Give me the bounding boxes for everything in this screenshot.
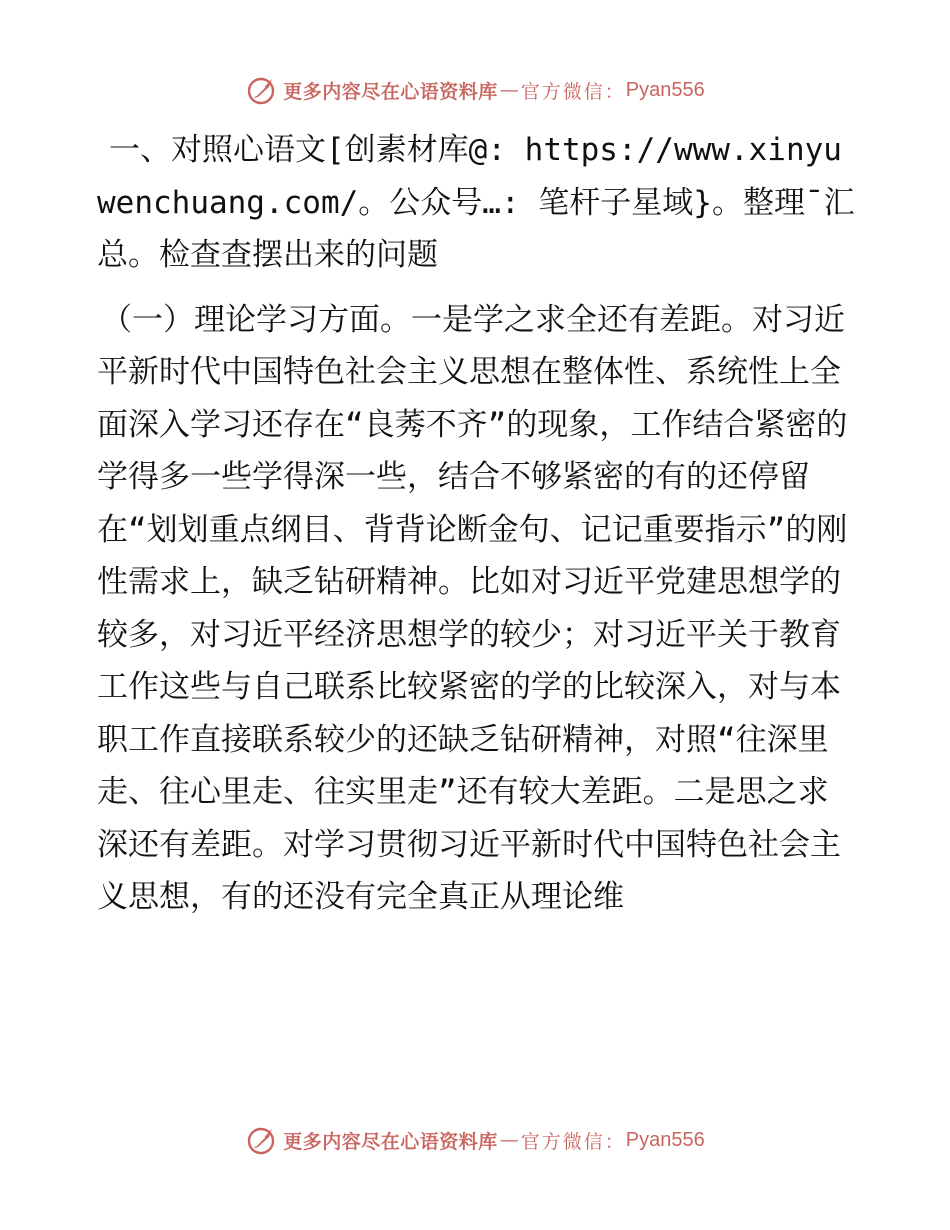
watermark-id: Pyan556: [625, 78, 705, 101]
header-watermark: [0, 70, 950, 110]
watermark-separator: —: [499, 1129, 519, 1151]
body-paragraph: （一）理论学习方面。一是学之求全还有差距。对习近平新时代中国特色社会主义思想在整体性、系统性上全面深入学习还存在“良莠不齐”的现象，工作结合紧密的学得多一些学得深一些，结合不够紧密的有的还停留在“划划重点纲目、背背论断金句、记记重要指示”的刚性需求上，缺乏钻研精神。比如对习近平党建思想学的较多，对习近平经济思想学的较少；对习近平关于教育工作这些与自己联系比较紧密的学的比较深入，对与本职工作直接联系较少的还缺乏钻研精神，对照“往深里走、往心里走、往实里走”还有较大差距。二是思之求深还有差距。对学习贯彻习近平新时代中国特色社会主义思想，有的还没有完全真正从理论维: [97, 301, 848, 915]
quill-logo-icon: [245, 73, 279, 107]
footer-watermark: [0, 1120, 950, 1160]
watermark-label: 官方微信：: [520, 80, 626, 103]
watermark-id: Pyan556: [625, 1128, 705, 1151]
section-heading: 一、对照心语文[创素材库@: https://www.xinyuwenchuang.com/。公众号…: 笔杆子星域}。整理¯汇总。检查查摆出来的问题: [97, 132, 855, 273]
document-body: [97, 124, 857, 924]
watermark-text: 更多内容尽在心语资料库: [283, 80, 498, 103]
watermark-text: 更多内容尽在心语资料库: [283, 1130, 498, 1153]
watermark-label: 官方微信：: [520, 1130, 626, 1153]
watermark-separator: —: [499, 79, 519, 101]
quill-logo-icon: [245, 1123, 279, 1157]
